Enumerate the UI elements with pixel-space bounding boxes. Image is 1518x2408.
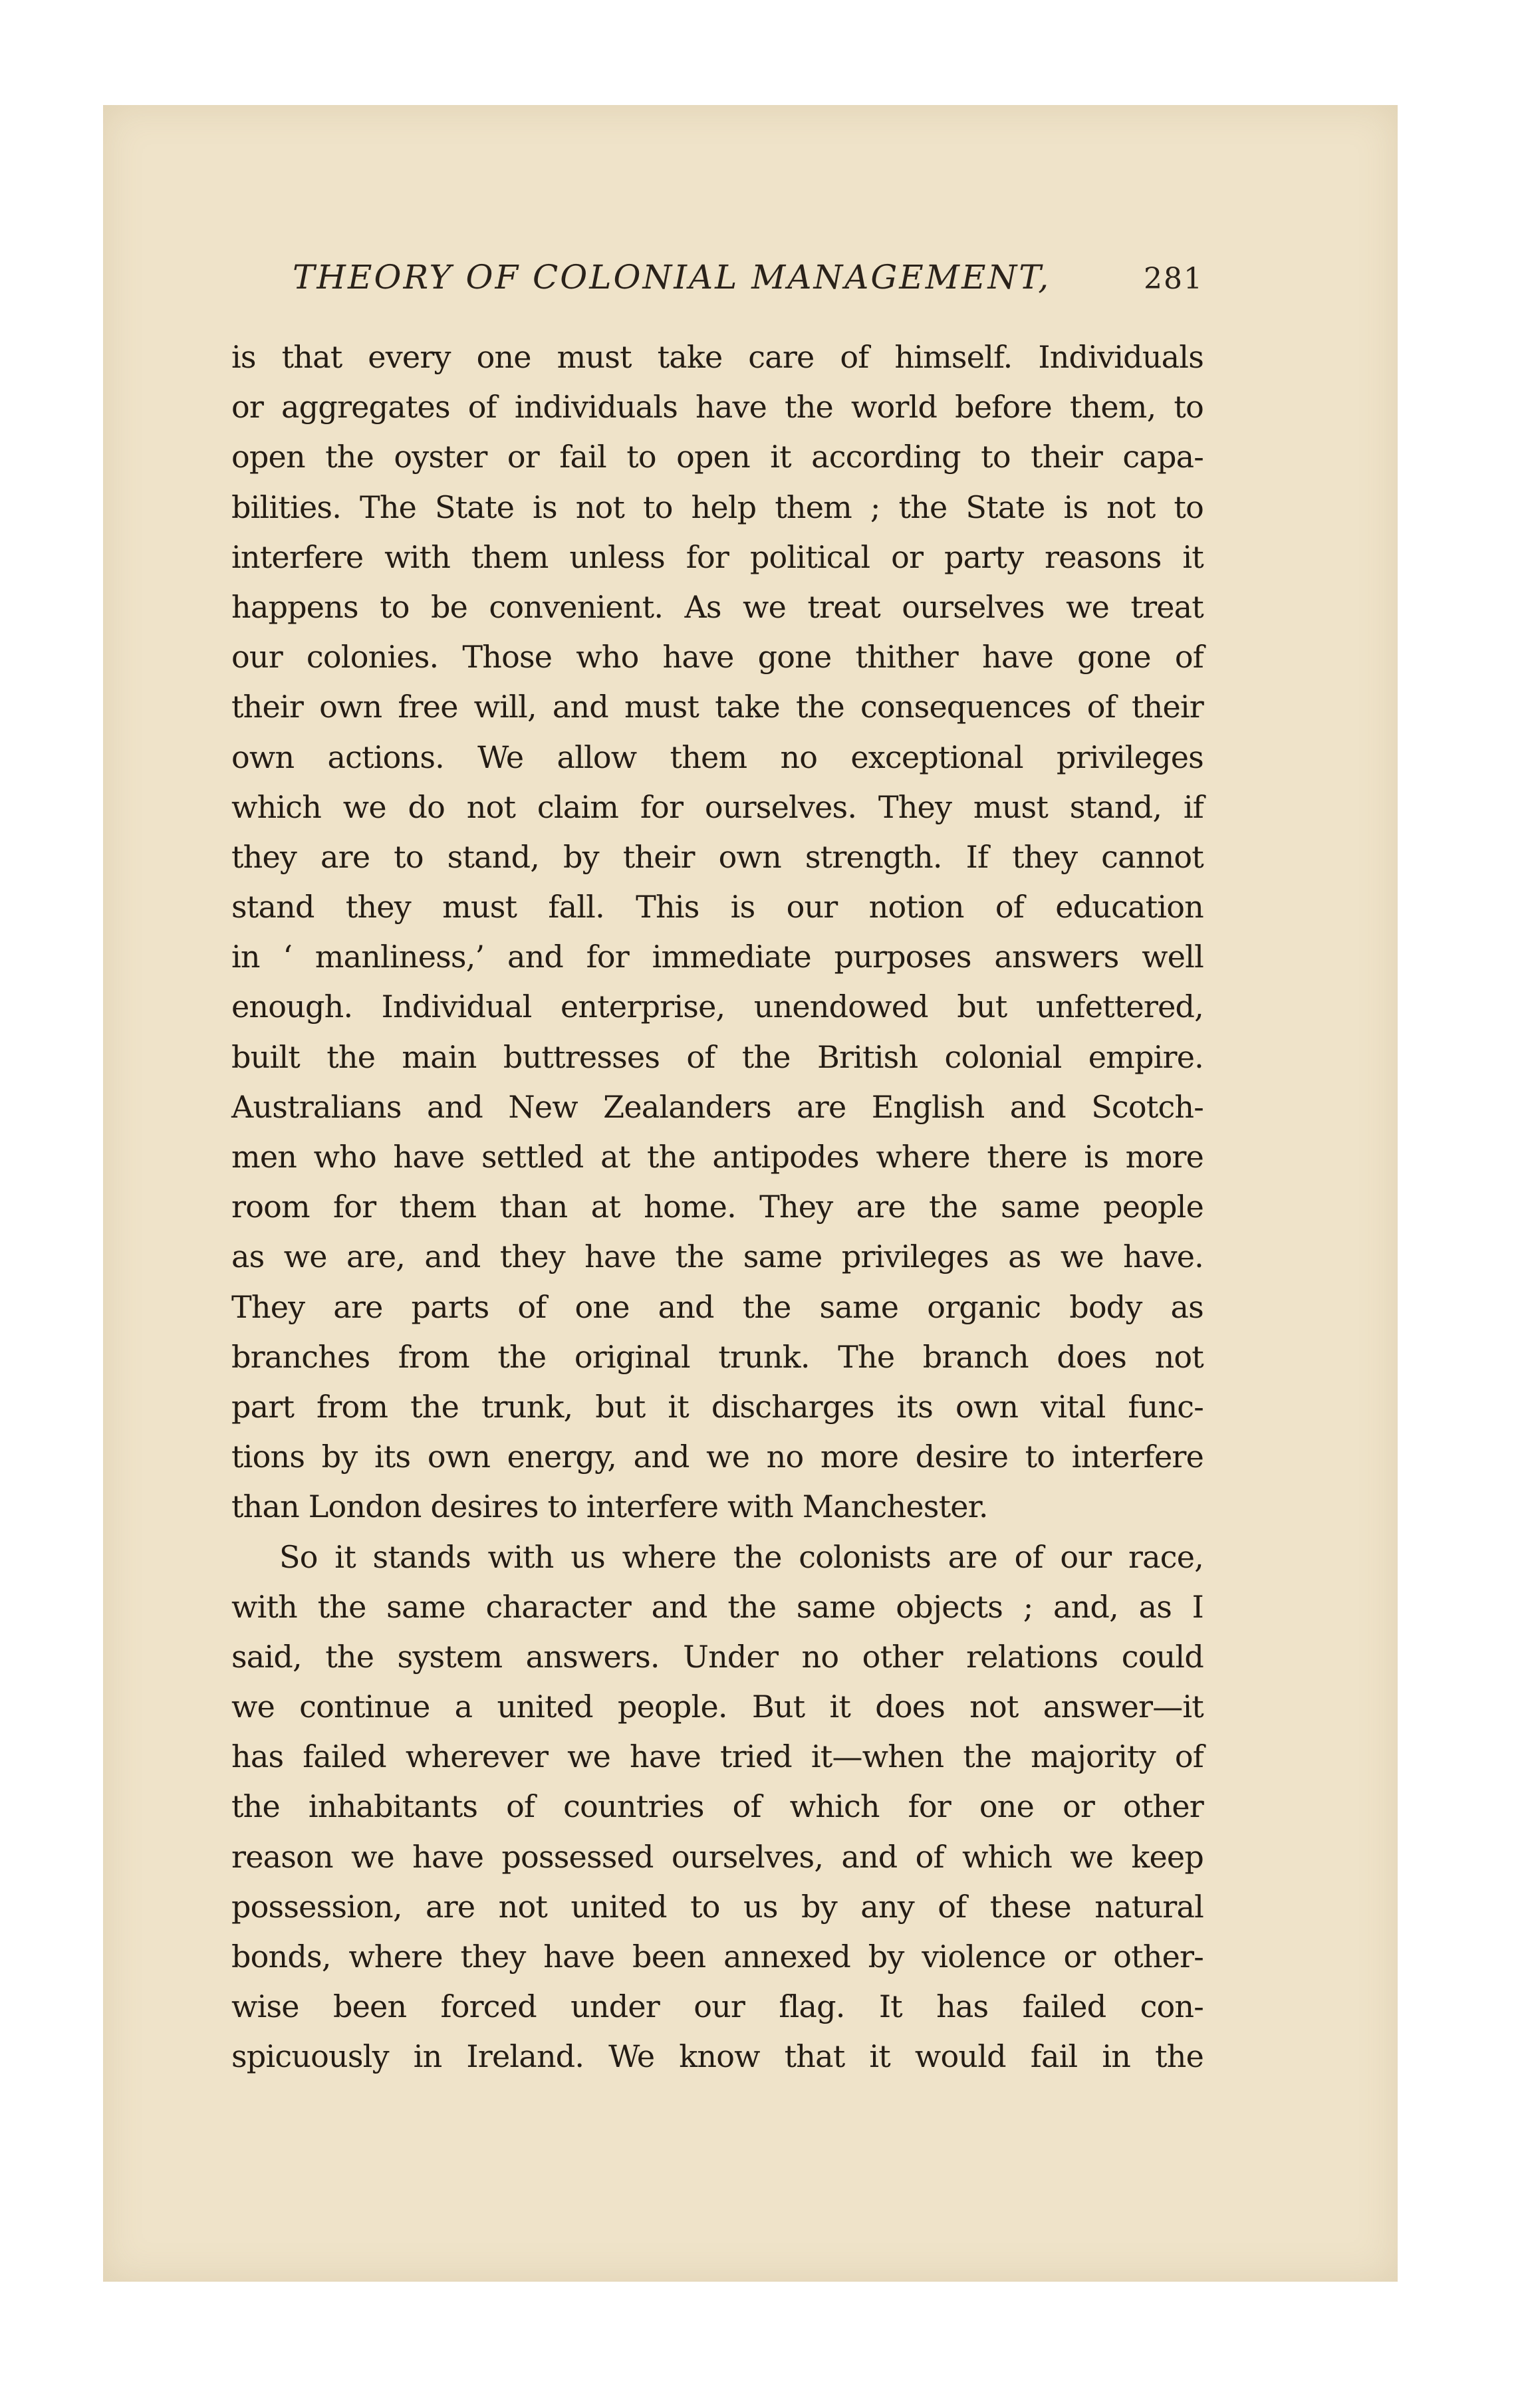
page-number: 281 [1144,262,1203,296]
text-line: bonds, where they have been annexed by violence or other- [231,1939,1203,1975]
body-text [231,332,1203,2082]
text-line: men who have settled at the antipodes where there is more [231,1139,1203,1175]
paragraph-end-line: than London desires to interfere with Manchester. [231,1489,988,1525]
text-line: They are parts of one and the same organic body as [231,1288,1203,1325]
text-line: their own free will, and must take the consequences of their [231,689,1203,725]
text-line: wise been forced under our flag. It has failed con- [231,1988,1203,2025]
text-line: our colonies. Those who have gone thither have gone of [231,639,1203,675]
text-line: room for them than at home. They are the same people [231,1189,1203,1225]
paragraph-start-line: So it stands with us where the colonists are of our race, [279,1538,1203,1575]
text-line: with the same character and the same objects ; and, as I [231,1588,1203,1625]
text-line: possession, are not united to us by any of these natural [231,1888,1203,1925]
text-line: has failed wherever we have tried it—when the majority of [231,1739,1203,1775]
text-line: or aggregates of individuals have the world before them, to [231,389,1203,425]
text-line: own actions. We allow them no exceptional privileges [231,739,1203,775]
text-line: reason we have possessed ourselves, and of which we keep [231,1838,1203,1875]
text-line: they are to stand, by their own strength. If they cannot [231,838,1203,875]
text-line: built the main buttresses of the British colonial empire. [231,1038,1203,1075]
text-line: branches from the original trunk. The branch does not [231,1338,1203,1375]
text-line: in ‘ manliness,’ and for immediate purposes answers well [231,939,1203,975]
text-line: is that every one must take care of himself. Individuals [231,339,1203,375]
text-line: bilities. The State is not to help them ; the State is not to [231,489,1203,525]
text-line: enough. Individual enterprise, unendowed but unfettered, [231,989,1203,1025]
text-line: stand they must fall. This is our notion of education [231,889,1203,925]
text-line: said, the system answers. Under no other relations could [231,1638,1203,1675]
running-title: THEORY OF COLONIAL MANAGEMENT, [293,258,1051,297]
text-line: the inhabitants of countries of which for one or other [231,1788,1203,1825]
text-line: open the oyster or fail to open it according to their capa- [231,439,1203,475]
text-line: interfere with them unless for political or party reasons it [231,539,1203,575]
text-line: Australians and New Zealanders are English and Scotch- [231,1088,1203,1125]
text-line: happens to be convenient. As we treat ourselves we treat [231,588,1203,625]
text-line: spicuously in Ireland. We know that it would fail in the [231,2038,1203,2075]
text-line: as we are, and they have the same privileges as we have. [231,1239,1203,1275]
running-header [293,258,1203,311]
text-line: tions by its own energy, and we no more desire to interfere [231,1439,1203,1475]
text-line: which we do not claim for ourselves. They must stand, if [231,788,1203,825]
text-line: part from the trunk, but it discharges its own vital func- [231,1388,1203,1425]
text-line: we continue a united people. But it does not answer—it [231,1689,1203,1725]
